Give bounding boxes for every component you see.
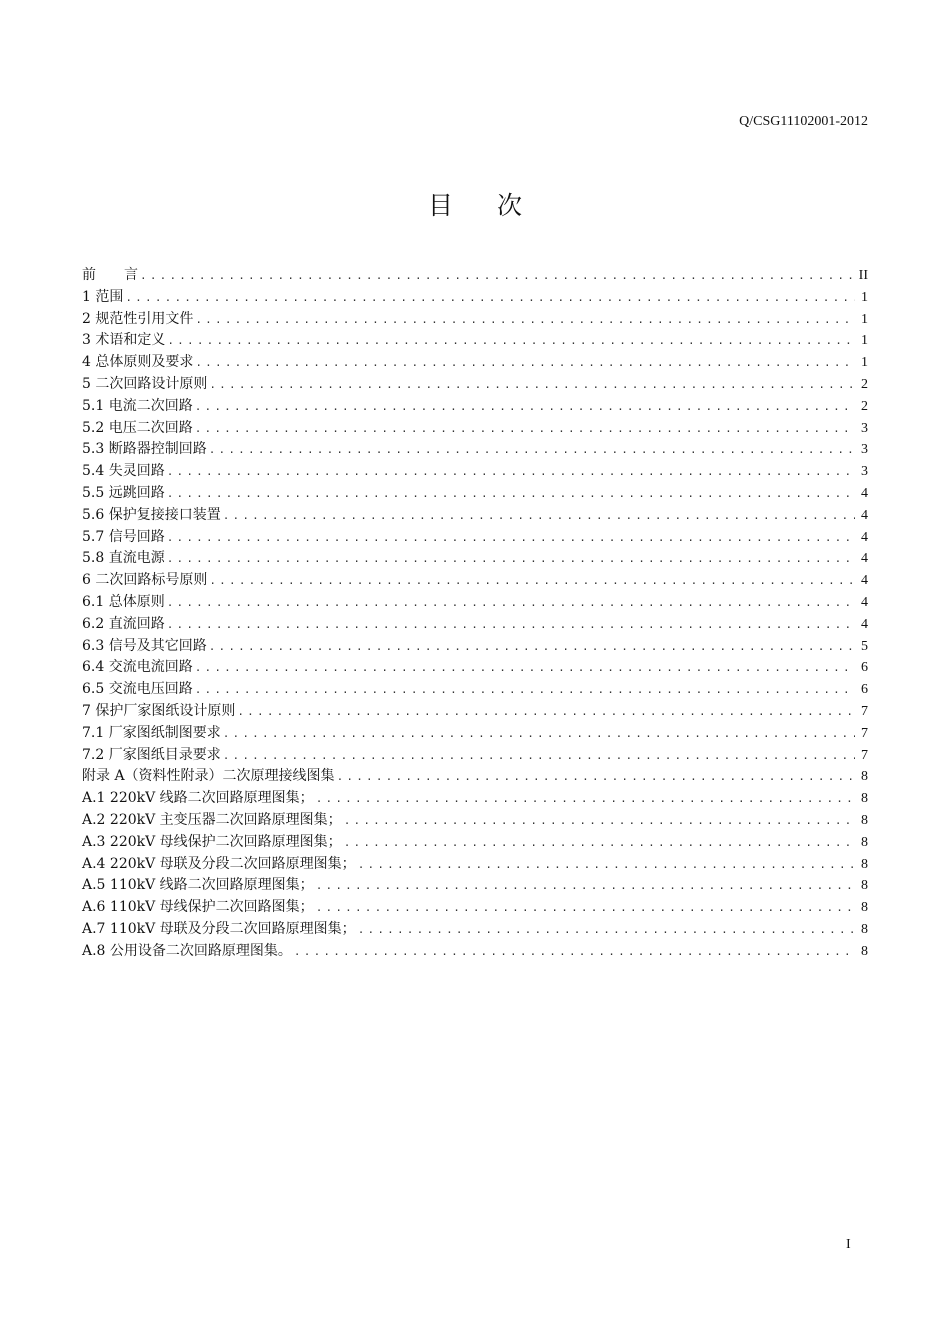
toc-entry-label: A.7 110kV 母联及分段二次回路原理图集； xyxy=(82,920,356,937)
toc-leader-dots xyxy=(316,875,855,897)
toc-entry-page: 8 xyxy=(861,769,868,785)
toc-entry[interactable] xyxy=(82,570,868,592)
toc-entry-label: 5.5 远跳回路 xyxy=(82,484,165,501)
toc-entry[interactable] xyxy=(82,505,868,527)
toc-leader-dots xyxy=(344,810,855,832)
toc-leader-dots xyxy=(195,657,855,679)
toc-entry-page: 8 xyxy=(861,943,868,959)
toc-entry-label: 3 术语和定义 xyxy=(82,332,166,349)
toc-entry[interactable] xyxy=(82,723,868,745)
toc-entry[interactable] xyxy=(82,352,868,374)
toc-entry-label: 5.1 电流二次回路 xyxy=(82,397,193,414)
toc-entry-label: 前 言 xyxy=(82,267,138,283)
toc-entry-label: A.1 220kV 线路二次回路原理图集； xyxy=(82,790,314,807)
toc-entry-page: 2 xyxy=(861,376,868,392)
toc-entry[interactable] xyxy=(82,418,868,440)
toc-leader-dots xyxy=(209,570,855,592)
toc-leader-dots xyxy=(167,592,855,614)
toc-entry[interactable] xyxy=(82,854,868,876)
toc-entry-page: 8 xyxy=(861,921,868,937)
toc-entry-page: 6 xyxy=(861,660,868,676)
document-code: Q/CSG11102001-2012 xyxy=(739,114,868,129)
toc-leader-dots xyxy=(167,330,855,352)
toc-entry-label: 5.7 信号回路 xyxy=(82,528,165,545)
toc-entry-page: 6 xyxy=(861,682,868,698)
toc-entry[interactable] xyxy=(82,919,868,941)
toc-entry-page: 4 xyxy=(861,594,868,610)
toc-leader-dots xyxy=(195,396,855,418)
toc-entry[interactable] xyxy=(82,374,868,396)
toc-leader-dots xyxy=(337,766,855,788)
toc-entry-label: 7.1 厂家图纸制图要求 xyxy=(82,724,221,741)
toc-entry-page: 4 xyxy=(861,616,868,632)
toc-entry-label: A.4 220kV 母联及分段二次回路原理图集； xyxy=(82,855,356,872)
toc-entry-page: 4 xyxy=(861,529,868,545)
toc-entry[interactable] xyxy=(82,832,868,854)
toc-entry[interactable] xyxy=(82,527,868,549)
toc-entry-page: 4 xyxy=(861,485,868,501)
toc-entry-label: 5.2 电压二次回路 xyxy=(82,419,193,436)
toc-leader-dots xyxy=(167,548,855,570)
toc-entry[interactable] xyxy=(82,875,868,897)
toc-leader-dots xyxy=(140,265,853,287)
toc-leader-dots xyxy=(316,897,855,919)
toc-entry-page: 8 xyxy=(861,834,868,850)
toc-leader-dots xyxy=(125,287,855,309)
toc-leader-dots xyxy=(344,832,855,854)
toc-leader-dots xyxy=(167,614,855,636)
toc-entry-label: 6.3 信号及其它回路 xyxy=(82,637,207,654)
toc-entry[interactable] xyxy=(82,439,868,461)
toc-leader-dots xyxy=(167,461,855,483)
toc-entry-label: 7.2 厂家图纸目录要求 xyxy=(82,746,221,763)
table-of-contents xyxy=(82,265,868,963)
toc-entry[interactable] xyxy=(82,548,868,570)
toc-leader-dots xyxy=(223,505,855,527)
toc-entry-page: 3 xyxy=(861,420,868,436)
toc-entry[interactable] xyxy=(82,701,868,723)
toc-entry-page: 8 xyxy=(861,812,868,828)
toc-leader-dots xyxy=(195,679,855,701)
toc-entry[interactable] xyxy=(82,657,868,679)
toc-entry[interactable] xyxy=(82,941,868,963)
toc-leader-dots xyxy=(294,941,855,963)
toc-leader-dots xyxy=(209,439,855,461)
toc-entry[interactable] xyxy=(82,396,868,418)
toc-leader-dots xyxy=(195,352,855,374)
toc-entry[interactable] xyxy=(82,788,868,810)
toc-entry[interactable] xyxy=(82,636,868,658)
toc-leader-dots xyxy=(167,527,855,549)
toc-entry-page: 4 xyxy=(861,507,868,523)
toc-leader-dots xyxy=(167,483,855,505)
toc-entry-label: 6.1 总体原则 xyxy=(82,593,165,610)
toc-leader-dots xyxy=(195,309,855,331)
toc-entry[interactable] xyxy=(82,766,868,788)
toc-entry[interactable] xyxy=(82,592,868,614)
toc-entry-page: 1 xyxy=(861,289,868,305)
toc-entry-page: 4 xyxy=(861,551,868,567)
toc-entry[interactable] xyxy=(82,330,868,352)
toc-entry[interactable] xyxy=(82,265,868,287)
toc-leader-dots xyxy=(223,745,855,767)
toc-entry-page: 8 xyxy=(861,791,868,807)
toc-leader-dots xyxy=(316,788,855,810)
toc-entry-page: 1 xyxy=(861,311,868,327)
toc-entry-label: 6.4 交流电流回路 xyxy=(82,659,193,676)
toc-entry-page: 4 xyxy=(861,573,868,589)
toc-entry[interactable] xyxy=(82,614,868,636)
toc-leader-dots xyxy=(358,919,855,941)
toc-entry-page: 3 xyxy=(861,442,868,458)
toc-entry-label: A.2 220kV 主变压器二次回路原理图集； xyxy=(82,811,342,828)
toc-entry[interactable] xyxy=(82,745,868,767)
toc-entry[interactable] xyxy=(82,309,868,331)
toc-entry[interactable] xyxy=(82,287,868,309)
toc-entry-label: A.5 110kV 线路二次回路原理图集； xyxy=(82,877,314,894)
toc-entry-label: 5.4 失灵回路 xyxy=(82,463,165,480)
toc-entry-label: A.3 220kV 母线保护二次回路原理图集； xyxy=(82,833,342,850)
toc-entry-page: 7 xyxy=(861,747,868,763)
page-number: I xyxy=(846,1237,851,1252)
toc-entry-page: 7 xyxy=(861,725,868,741)
toc-leader-dots xyxy=(358,854,855,876)
toc-entry[interactable] xyxy=(82,483,868,505)
toc-entry-page: 1 xyxy=(861,333,868,349)
toc-entry-label: 1 范围 xyxy=(82,288,124,305)
toc-entry-label: 4 总体原则及要求 xyxy=(82,354,194,371)
toc-leader-dots xyxy=(237,701,855,723)
toc-entry[interactable] xyxy=(82,461,868,483)
toc-entry[interactable] xyxy=(82,897,868,919)
toc-entry-page: 1 xyxy=(861,355,868,371)
toc-entry-page: 2 xyxy=(861,398,868,414)
toc-leader-dots xyxy=(209,374,855,396)
toc-entry-label: 5 二次回路设计原则 xyxy=(82,375,208,392)
toc-entry-label: A.8 公用设备二次回路原理图集。 xyxy=(82,942,292,959)
toc-entry-label: A.6 110kV 母线保护二次回路图集； xyxy=(82,899,314,916)
toc-entry-label: 2 规范性引用文件 xyxy=(82,310,194,327)
toc-entry-page: 5 xyxy=(861,638,868,654)
toc-entry-label: 5.3 断路器控制回路 xyxy=(82,441,207,458)
toc-leader-dots xyxy=(209,636,855,658)
toc-entry-page: 8 xyxy=(861,900,868,916)
toc-entry-label: 5.8 直流电源 xyxy=(82,550,165,567)
toc-entry-page: 8 xyxy=(861,856,868,872)
toc-leader-dots xyxy=(195,418,855,440)
toc-entry-page: II xyxy=(858,268,868,283)
toc-entry-page: 7 xyxy=(861,703,868,719)
toc-entry-page: 3 xyxy=(861,464,868,480)
toc-entry-label: 6.5 交流电压回路 xyxy=(82,681,193,698)
toc-leader-dots xyxy=(223,723,855,745)
toc-entry[interactable] xyxy=(82,810,868,832)
toc-entry-label: 7 保护厂家图纸设计原则 xyxy=(82,702,236,719)
toc-entry[interactable] xyxy=(82,679,868,701)
toc-entry-page: 8 xyxy=(861,878,868,894)
toc-entry-label: 6.2 直流回路 xyxy=(82,615,165,632)
toc-entry-label: 5.6 保护复接接口装置 xyxy=(82,506,221,523)
page-title: 目次 xyxy=(427,191,566,220)
toc-entry-label: 附录 A（资料性附录）二次原理接线图集 xyxy=(82,768,335,785)
toc-entry-label: 6 二次回路标号原则 xyxy=(82,572,208,589)
